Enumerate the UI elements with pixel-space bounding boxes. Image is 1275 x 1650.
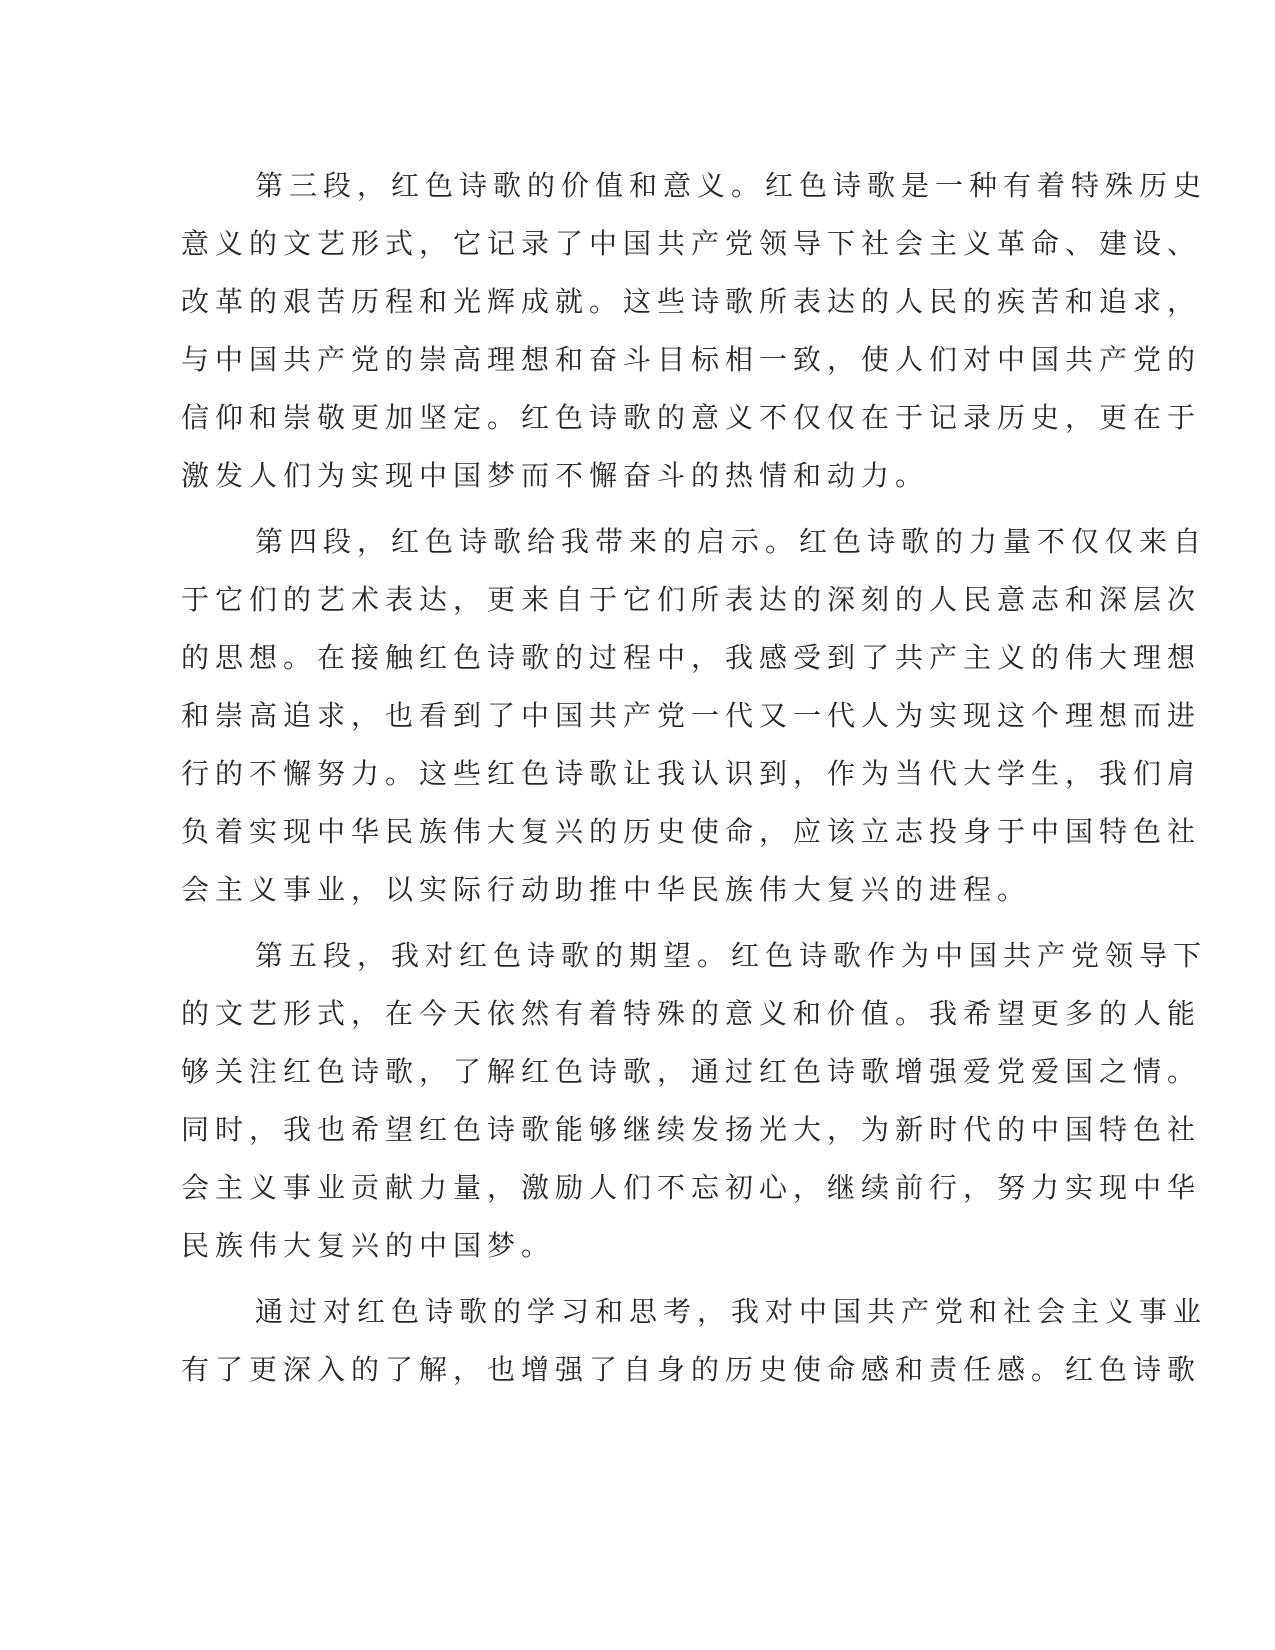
paragraph-line: 同时，我也希望红色诗歌能够继续发扬光大，为新时代的中国特色社	[181, 1113, 1202, 1146]
paragraph-line: 与中国共产党的崇高理想和奋斗目标相一致，使人们对中国共产党的	[181, 343, 1202, 376]
paragraph-line: 的思想。在接触红色诗歌的过程中，我感受到了共产主义的伟大理想	[181, 641, 1202, 674]
paragraph-3	[181, 157, 1208, 505]
paragraph-line: 负着实现中华民族伟大复兴的历史使命，应该立志投身于中国特色社	[181, 815, 1202, 848]
paragraph-line: 和崇高追求，也看到了中国共产党一代又一代人为实现这个理想而进	[181, 699, 1202, 732]
paragraph-line: 意义的文艺形式，它记录了中国共产党领导下社会主义革命、建设、	[181, 227, 1202, 260]
paragraph-line: 行的不懈努力。这些红色诗歌让我认识到，作为当代大学生，我们肩	[181, 757, 1202, 790]
paragraph-line: 第五段，我对红色诗歌的期望。红色诗歌作为中国共产党领导下	[255, 939, 1208, 972]
paragraph-line: 民族伟大复兴的中国梦。	[181, 1229, 556, 1262]
paragraph-line: 够关注红色诗歌，了解红色诗歌，通过红色诗歌增强爱党爱国之情。	[181, 1055, 1202, 1088]
paragraph-conclusion	[181, 1283, 1208, 1399]
paragraph-line: 通过对红色诗歌的学习和思考，我对中国共产党和社会主义事业	[255, 1295, 1208, 1328]
paragraph-line: 会主义事业，以实际行动助推中华民族伟大复兴的进程。	[181, 873, 1032, 906]
paragraph-4	[181, 513, 1208, 919]
paragraph-5	[181, 927, 1208, 1275]
paragraph-line: 于它们的艺术表达，更来自于它们所表达的深刻的人民意志和深层次	[181, 583, 1202, 616]
paragraph-line: 信仰和崇敬更加坚定。红色诗歌的意义不仅仅在于记录历史，更在于	[181, 401, 1202, 434]
paragraph-line: 第三段，红色诗歌的价值和意义。红色诗歌是一种有着特殊历史	[255, 169, 1208, 202]
paragraph-line: 第四段，红色诗歌给我带来的启示。红色诗歌的力量不仅仅来自	[255, 525, 1208, 558]
paragraph-line: 改革的艰苦历程和光辉成就。这些诗歌所表达的人民的疾苦和追求，	[181, 285, 1202, 318]
paragraph-line: 会主义事业贡献力量，激励人们不忘初心，继续前行，努力实现中华	[181, 1171, 1202, 1204]
paragraph-line: 的文艺形式，在今天依然有着特殊的意义和价值。我希望更多的人能	[181, 997, 1202, 1030]
paragraph-line: 有了更深入的了解，也增强了自身的历史使命感和责任感。红色诗歌	[181, 1353, 1202, 1386]
document-body	[181, 157, 1208, 1399]
paragraph-line: 激发人们为实现中国梦而不懈奋斗的热情和动力。	[181, 459, 930, 492]
